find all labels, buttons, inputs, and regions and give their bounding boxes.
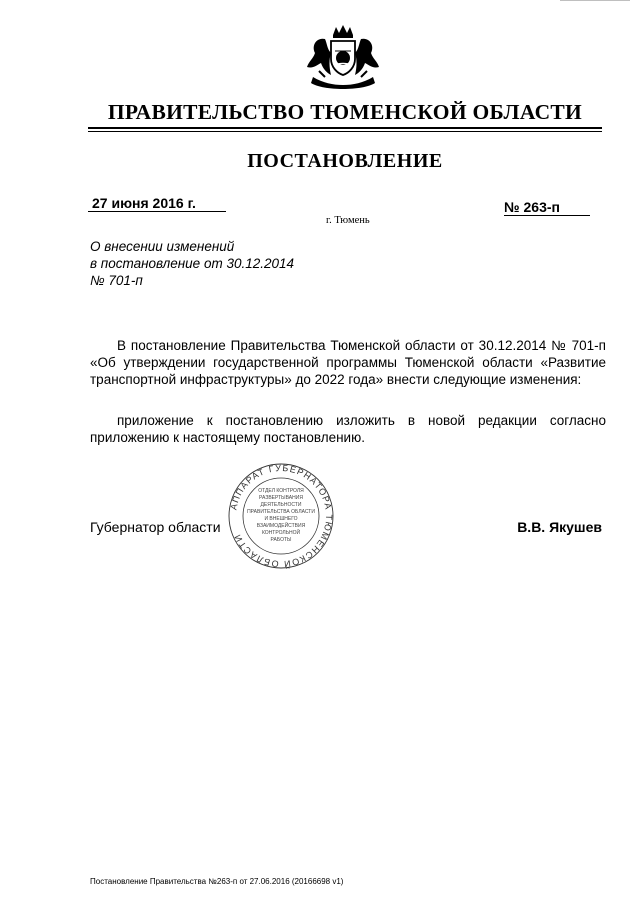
city-name: г. Тюмень	[326, 215, 370, 226]
header-rule-thin	[88, 131, 602, 132]
number-underline	[504, 215, 590, 216]
svg-text:И ВНЕШНЕГО: И ВНЕШНЕГО	[264, 516, 298, 522]
signer-name: В.В. Якушев	[517, 519, 602, 535]
document-type: ПОСТАНОВЛЕНИЕ	[247, 150, 443, 172]
signer-role: Губернатор области	[90, 519, 221, 535]
document-subject	[90, 238, 340, 289]
coat-of-arms-icon	[303, 25, 383, 93]
document-date: 27 июня 2016 г.	[92, 195, 196, 211]
date-underline	[88, 211, 226, 212]
svg-text:ВЗАИМОДЕЙСТВИЯ: ВЗАИМОДЕЙСТВИЯ	[256, 523, 306, 529]
svg-text:РАЗВЕРТЫВАНИЯ: РАЗВЕРТЫВАНИЯ	[259, 495, 303, 501]
subject-line: № 701-п	[90, 273, 143, 288]
scan-artifact	[560, 0, 630, 1]
svg-text:ПРАВИТЕЛЬСТВА ОБЛАСТИ: ПРАВИТЕЛЬСТВА ОБЛАСТИ	[247, 509, 315, 515]
subject-line: О внесении изменений	[90, 239, 235, 254]
header-rule-thick	[88, 127, 602, 129]
svg-text:РАБОТЫ: РАБОТЫ	[270, 537, 292, 543]
document-footer: Постановление Правительства №263-п от 27.06.2016 (20166698 v1)	[90, 877, 344, 886]
official-seal-stamp	[226, 462, 336, 570]
svg-text:ДЕЯТЕЛЬНОСТИ: ДЕЯТЕЛЬНОСТИ	[260, 502, 302, 508]
body-paragraph: В постановление Правительства Тюменской области от 30.12.2014 № 701-п «Об утверждении государственной программы Тюменской области «Развитие транспортной инфраструктуры» до 2022 года» внести следующие изменения:	[90, 338, 606, 387]
svg-text:ОТДЕЛ КОНТРОЛЯ: ОТДЕЛ КОНТРОЛЯ	[258, 488, 304, 494]
svg-text:АППАРАТ ГУБЕРНАТОРА ТЮМЕНСКОЙ: АППАРАТ ГУБЕРНАТОРА ТЮМЕНСКОЙ ОБЛАСТИ	[228, 462, 335, 570]
subject-line: в постановление от 30.12.2014	[90, 256, 295, 271]
organization-title: ПРАВИТЕЛЬСТВО ТЮМЕНСКОЙ ОБЛАСТИ	[107, 100, 583, 124]
body-paragraph: приложение к постановлению изложить в новой редакции согласно приложению к настоящему постановлению.	[90, 413, 606, 445]
svg-text:КОНТРОЛЬНОЙ: КОНТРОЛЬНОЙ	[261, 530, 301, 536]
document-number: № 263-п	[504, 199, 560, 215]
